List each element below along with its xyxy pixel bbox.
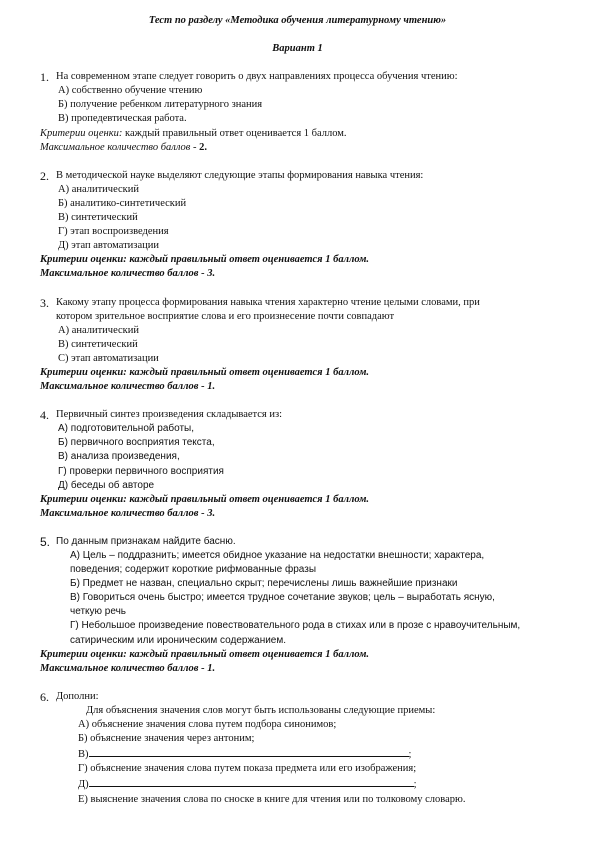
- question-number: 6.: [40, 689, 49, 704]
- option-item: Г) этап воспроизведения: [58, 226, 169, 238]
- criteria-text: каждый правильный ответ оценивается 1 баллом.: [126, 648, 370, 660]
- question-prompt: По данным признакам найдите басню.: [56, 535, 236, 547]
- question-number: 1.: [40, 70, 49, 85]
- criteria-line: [40, 127, 555, 141]
- option-item: Б) первичного восприятия текста,: [58, 437, 215, 449]
- fill-in-block: [40, 704, 555, 807]
- option-item-continued: четкую речь: [70, 606, 126, 618]
- criteria-label: Критерии оценки:: [40, 127, 123, 139]
- question-number: 3.: [40, 295, 49, 310]
- question-prompt: Дополни:: [56, 690, 99, 702]
- option-item: Б) аналитико-синтетический: [58, 197, 187, 209]
- option-item-continued: сатирическим или ироническим содержанием.: [70, 634, 287, 646]
- criteria-text: каждый правильный ответ оценивается 1 баллом.: [126, 366, 370, 378]
- question-prompt: Первичный синтез произведения складывается из:: [56, 409, 283, 421]
- option-list: [40, 324, 555, 366]
- max-score-value: 1.: [204, 381, 216, 393]
- fill-in-intro: Для объяснения значения слов могут быть использованы следующие приемы:: [86, 704, 436, 716]
- max-score-value: 1.: [204, 662, 216, 674]
- option-item: В) пропедевтическая работа.: [58, 113, 187, 125]
- question-4: [40, 408, 555, 521]
- question-text: [40, 690, 555, 704]
- question-1: [40, 70, 555, 155]
- max-score-label: Максимальное количество баллов -: [40, 662, 205, 674]
- option-item: А) аналитический: [58, 324, 140, 336]
- question-text: [40, 296, 555, 324]
- blank-terminator: ;: [413, 779, 417, 791]
- criteria-label: Критерии оценки:: [40, 254, 127, 266]
- criteria-text: каждый правильный ответ оценивается 1 баллом.: [126, 493, 370, 505]
- answer-blank-line[interactable]: [89, 746, 409, 757]
- question-prompt-line: котором зрительное восприятие слова и его произнесение почти совпадают: [56, 310, 395, 322]
- criteria-text: каждый правильный ответ оценивается 1 баллом.: [122, 127, 347, 139]
- option-item: В) синтетический: [58, 338, 138, 350]
- question-prompt: В методической науке выделяют следующие этапы формирования навыка чтения:: [56, 169, 424, 181]
- variant-heading: Вариант 1: [272, 43, 323, 55]
- option-item: Б) получение ребенком литературного знания: [58, 99, 263, 111]
- option-item: Г) проверки первичного восприятия: [58, 465, 224, 477]
- max-score-label: Максимальное количество баллов -: [40, 141, 197, 153]
- option-list: [40, 549, 555, 648]
- max-score-label: Максимальное количество баллов -: [40, 507, 205, 519]
- option-item: А) подготовительной работы,: [58, 423, 194, 435]
- question-6: [40, 690, 555, 807]
- max-score-value: 3.: [204, 268, 216, 280]
- option-item: Г) Небольшое произведение повествовательного рода в стихах или в прозе с нравоучительным,: [70, 620, 521, 632]
- criteria-label: Критерии оценки:: [40, 366, 127, 378]
- criteria-line: [40, 648, 555, 662]
- fill-in-item: Е) выяснение значения слова по сноске в книге для чтения или по толковому словарю.: [78, 793, 466, 805]
- question-number: 5.: [40, 534, 51, 549]
- question-text: [40, 169, 555, 183]
- option-item-continued: поведения; содержит короткие рифмованные фразы: [70, 564, 317, 576]
- question-number: 2.: [40, 168, 49, 183]
- option-item: Д) беседы об авторе: [58, 479, 155, 491]
- option-item: Д) этап автоматизации: [58, 240, 159, 252]
- max-score-line: [40, 380, 555, 394]
- option-item: С) этап автоматизации: [58, 352, 159, 364]
- option-item: А) Цель – поддразнить; имеется обидное указание на недостатки внешности; характера,: [70, 550, 485, 561]
- option-item: В) синтетический: [58, 212, 138, 224]
- option-list: [40, 183, 555, 253]
- fill-in-item: Б) объяснение значения через антоним;: [78, 733, 255, 745]
- question-text: [40, 70, 555, 84]
- fill-in-item-blank: [78, 746, 555, 762]
- max-score-label: Максимальное количество баллов -: [40, 268, 205, 280]
- criteria-line: [40, 366, 555, 380]
- max-score-label: Максимальное количество баллов -: [40, 381, 205, 393]
- max-score-value: 3.: [204, 507, 216, 519]
- question-text: [40, 408, 555, 422]
- question-text: [40, 535, 555, 549]
- question-prompt: На современном этапе следует говорить о двух направлениях процесса обучения чтению:: [56, 71, 458, 83]
- option-item: А) аналитический: [58, 183, 140, 195]
- criteria-label: Критерии оценки:: [40, 493, 127, 505]
- criteria-label: Критерии оценки:: [40, 648, 127, 660]
- fill-in-item: А) объяснение значения слова путем подбора синонимов;: [78, 719, 337, 731]
- question-3: [40, 296, 555, 395]
- criteria-line: [40, 253, 555, 267]
- max-score-line: [40, 507, 555, 521]
- criteria-text: каждый правильный ответ оценивается 1 баллом.: [126, 254, 370, 266]
- option-item: В) Говориться очень быстро; имеется трудное сочетание звуков; цель – выработать ясную,: [70, 592, 495, 604]
- option-item: Б) Предмет не назван, специально скрыт; перечислены лишь важнейшие признаки: [70, 578, 458, 590]
- max-score-line: [40, 141, 555, 155]
- blank-terminator: ;: [408, 749, 412, 761]
- option-list: [40, 422, 555, 492]
- page-title: Тест по разделу «Методика обучения литературному чтению»: [148, 15, 447, 26]
- question-number: 4.: [40, 408, 49, 423]
- question-2: [40, 169, 555, 282]
- criteria-line: [40, 493, 555, 507]
- fill-in-letter: Д): [78, 779, 89, 791]
- option-item: В) анализа произведения,: [58, 451, 180, 463]
- fill-in-item-blank: [78, 776, 555, 792]
- max-score-value: 2.: [196, 141, 207, 153]
- option-item: А) собственно обучение чтению: [58, 85, 203, 97]
- max-score-line: [40, 267, 555, 281]
- fill-in-item: Г) объяснение значения слова путем показа предмета или его изображения;: [78, 763, 417, 775]
- option-list: [40, 84, 555, 126]
- question-5: [40, 535, 555, 676]
- fill-in-letter: В): [78, 749, 89, 761]
- max-score-line: [40, 662, 555, 676]
- answer-blank-line[interactable]: [89, 776, 414, 787]
- question-prompt-line: Какому этапу процесса формирования навыка чтения характерно чтение целыми словами, при: [56, 296, 480, 308]
